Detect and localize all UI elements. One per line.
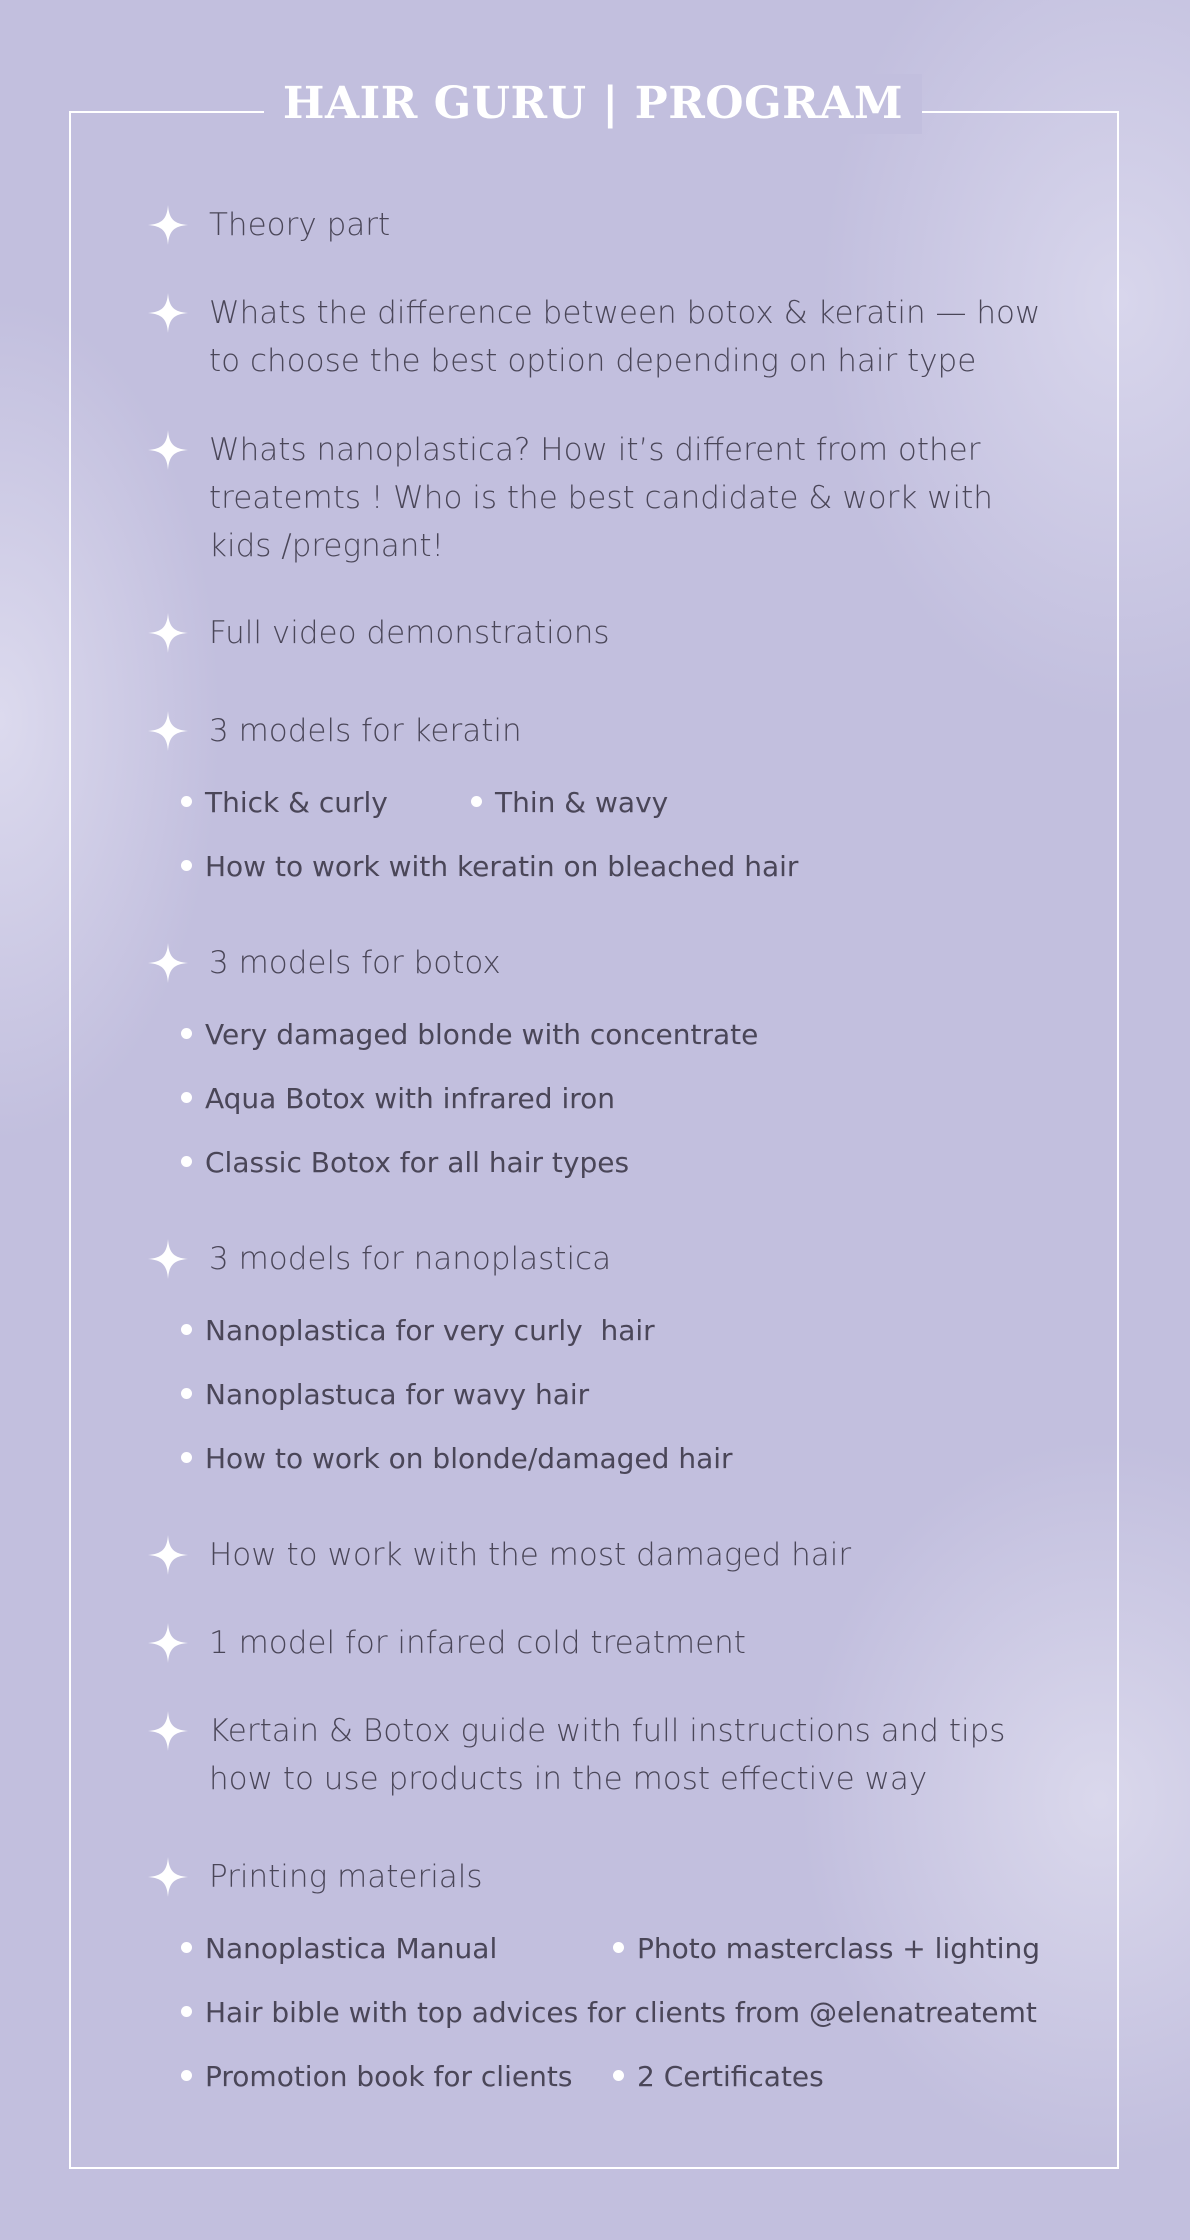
sub-item — [181, 2057, 572, 2097]
sub-item — [181, 1929, 497, 1969]
dot-icon — [181, 1942, 192, 1953]
sub-item — [181, 1143, 629, 1183]
program-item-text: Whats the difference between botox & keratin — how to choose the best option depending on hair type — [209, 295, 1041, 379]
dot-icon — [181, 1388, 192, 1399]
sparkle-star-icon — [148, 1623, 188, 1663]
sparkle-star-icon — [148, 1857, 188, 1897]
dot-icon — [613, 1942, 624, 1953]
sub-item-text: Aqua Botox with infrared iron — [205, 1082, 616, 1115]
sub-item-text: 2 Certificates — [637, 2060, 824, 2093]
program-item-text: 1 model for infared cold treatment — [209, 1625, 746, 1661]
dot-icon — [181, 2006, 192, 2017]
sub-item — [181, 783, 388, 823]
sub-item-text: Nanoplastica Manual — [205, 1932, 498, 1965]
sub-item — [181, 1015, 758, 1055]
sub-item — [181, 847, 798, 887]
sparkle-star-icon — [148, 293, 188, 333]
sub-item — [613, 1929, 1040, 1969]
sub-item — [181, 1439, 733, 1479]
sparkle-star-icon — [148, 1239, 188, 1279]
sparkle-star-icon — [148, 1535, 188, 1575]
dot-icon — [181, 1324, 192, 1335]
dot-icon — [181, 1156, 192, 1167]
sub-item-text: Hair bible with top advices for clients from @elenatreatemt — [205, 1996, 1037, 2029]
program-item-text: Full video demonstrations — [209, 615, 610, 651]
sub-item-text: Nanoplastuca for wavy hair — [205, 1378, 590, 1411]
sparkle-star-icon — [148, 613, 188, 653]
sub-item-text: Nanoplastica for very curly hair — [205, 1314, 655, 1347]
sub-item-text: Classic Botox for all hair types — [205, 1146, 630, 1179]
dot-icon — [181, 1452, 192, 1463]
sparkle-star-icon — [148, 711, 188, 751]
sub-item-text: How to work on blonde/damaged hair — [205, 1442, 733, 1475]
sub-item — [181, 1375, 589, 1415]
dot-icon — [181, 1092, 192, 1103]
sparkle-star-icon — [148, 205, 188, 245]
sub-item-text: Very damaged blonde with concentrate — [205, 1018, 759, 1051]
program-item-text: 3 models for nanoplastica — [209, 1241, 612, 1277]
program-item-text: 3 models for keratin — [209, 713, 522, 749]
dot-icon — [471, 796, 482, 807]
sparkle-star-icon — [148, 1711, 188, 1751]
dot-icon — [181, 860, 192, 871]
program-item-text: Kertain & Botox guide with full instructions and tips how to use products in the most effective way — [209, 1713, 1006, 1797]
sub-item-text: How to work with keratin on bleached hair — [205, 850, 799, 883]
dot-icon — [181, 796, 192, 807]
program-item-text: Theory part — [209, 207, 391, 243]
program-item-text: Printing materials — [209, 1859, 483, 1895]
page-title: HAIR GURU | PROGRAM — [264, 74, 922, 134]
sub-item — [181, 1311, 655, 1351]
sub-item — [613, 2057, 824, 2097]
dot-icon — [181, 1028, 192, 1039]
sparkle-star-icon — [148, 943, 188, 983]
program-item-text: 3 models for botox — [209, 945, 501, 981]
sub-item-text: Promotion book for clients — [205, 2060, 573, 2093]
program-item-text: How to work with the most damaged hair — [209, 1537, 852, 1573]
sub-item — [471, 783, 668, 823]
sub-item — [181, 1993, 1037, 2033]
sub-item-text: Thin & wavy — [495, 786, 669, 819]
dot-icon — [613, 2070, 624, 2081]
sub-item-text: Thick & curly — [205, 786, 388, 819]
dot-icon — [181, 2070, 192, 2081]
sparkle-star-icon — [148, 430, 188, 470]
sub-item-text: Photo masterclass + lighting — [637, 1932, 1041, 1965]
program-item-text: Whats nanoplastica? How it’s different from other treatemts ! Who is the best candidate & work with kids /pregnant! — [209, 432, 993, 564]
sub-item — [181, 1079, 615, 1119]
